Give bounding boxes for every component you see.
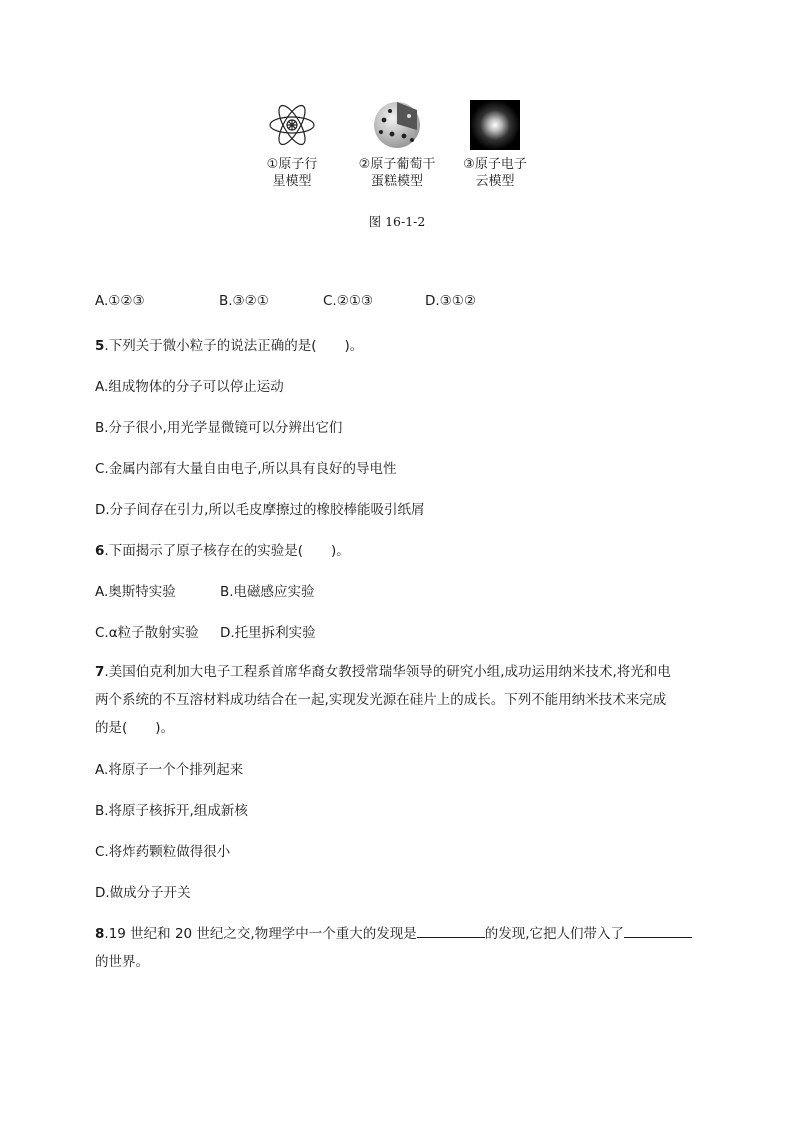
q5-option-d[interactable]: D.分子间存在引力,所以毛皮摩擦过的橡胶棒能吸引纸屑: [95, 502, 425, 518]
q7-stem-line1: 7.美国伯克利加大电子工程系首席华裔女教授常瑞华领导的研究小组,成功运用纳米技术,将光和电: [95, 664, 671, 680]
q5-option-a[interactable]: A.组成物体的分子可以停止运动: [95, 379, 284, 395]
q7-stem-line3: 的是( )。: [95, 720, 175, 736]
q7-option-a[interactable]: A.将原子一个个排列起来: [95, 762, 244, 778]
q5-option-c[interactable]: C.金属内部有大量自由电子,所以具有良好的导电性: [95, 461, 397, 477]
q7-stem-line2: 两个系统的不互溶材料成功结合在一起,实现发光源在硅片上的成长。下列不能用纳米技术来完成: [95, 692, 667, 708]
q6-stem: 6.下面揭示了原子核存在的实验是( )。: [95, 543, 350, 559]
model-planetary: [237, 100, 347, 190]
electron-cloud-icon: [470, 100, 520, 150]
q6-option-d[interactable]: D.托里拆利实验: [220, 625, 316, 641]
figure-caption: 图 16-1-2: [368, 214, 426, 229]
q5-stem: 5.下列关于微小粒子的说法正确的是( )。: [95, 338, 364, 354]
q4-option-a[interactable]: A.①②③: [95, 293, 145, 309]
q5-option-b[interactable]: B.分子很小,用光学显微镜可以分辨出它们: [95, 420, 343, 436]
q8-stem-line2: 的世界。: [95, 954, 149, 970]
q4-option-d[interactable]: D.③①②: [425, 293, 476, 309]
plum-pudding-icon: [372, 100, 422, 150]
q6-option-c[interactable]: C.α粒子散射实验: [95, 625, 199, 641]
q7-option-b[interactable]: B.将原子核拆开,组成新核: [95, 803, 248, 819]
q8-number: 8: [95, 926, 105, 942]
q7-option-d[interactable]: D.做成分子开关: [95, 885, 191, 901]
model-2-caption: ②原子葡萄干 蛋糕模型: [358, 157, 436, 189]
atom-orbit-icon: [267, 100, 317, 150]
q7-option-c[interactable]: C.将炸药颗粒做得很小: [95, 844, 231, 860]
q6-number: 6: [95, 543, 105, 559]
q7-number: 7: [95, 664, 105, 680]
model-1-caption: ①原子行 星模型: [266, 157, 318, 189]
model-plum-pudding: [342, 100, 452, 190]
q4-option-c[interactable]: C.②①③: [323, 293, 374, 309]
q8-blank-1[interactable]: [417, 925, 485, 938]
q8-blank-2[interactable]: [624, 925, 692, 938]
q5-number: 5: [95, 338, 105, 354]
figure-16-1-2: [0, 100, 794, 235]
q8-stem-line1: 8.19 世纪和 20 世纪之交,物理学中一个重大的发现是 的发现,它把人们带入了: [95, 922, 692, 942]
model-3-caption: ③原子电子 云模型: [463, 157, 527, 189]
model-electron-cloud: [440, 100, 550, 190]
q6-option-b[interactable]: B.电磁感应实验: [220, 584, 315, 600]
q6-option-a[interactable]: A.奥斯特实验: [95, 584, 176, 600]
q4-option-b[interactable]: B.③②①: [219, 293, 269, 309]
